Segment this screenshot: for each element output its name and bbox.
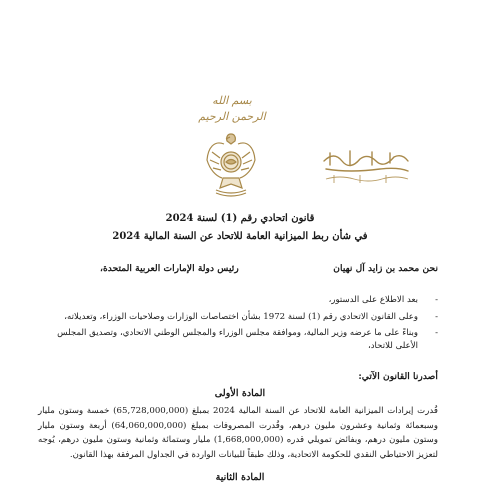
recital-item [48, 327, 438, 353]
bullet-dash: - [435, 328, 438, 338]
law-subject: في شأن ربط الميزانية العامة للاتحاد عن السنة المالية 2024 [112, 231, 368, 242]
uae-emblem-icon [204, 130, 258, 198]
article-2-title: المادة الثانية [215, 472, 265, 483]
recital-text: وبناءً على ما عرضه وزير المالية، وموافقة مجلس الوزراء والمجلس الوطني الاتحادي، وتصديق المجلس الأعلى للاتحاد، [57, 328, 418, 351]
bullet-dash: - [435, 312, 438, 322]
issuer-position: رئيس دولة الإمارات العربية المتحدة، [100, 263, 239, 274]
decree-statement: أصدرنا القانون الآتي: [358, 371, 438, 382]
recital-item [48, 311, 438, 324]
royal-signature-calligraphy [320, 147, 412, 187]
basmala-calligraphy: بسم الله الرحمن الرحيم [198, 94, 266, 123]
article-1-title: المادة الأولى [214, 388, 266, 399]
issuer-name: نحن محمد بن زايد آل نهيان [333, 263, 438, 274]
recital-text: وعلى القانون الاتحادي رقم (1) لسنة 1972 بشأن اختصاصات الوزارات وصلاحيات الوزراء، وتعديلاته، [64, 312, 418, 322]
recital-text: بعد الاطلاع على الدستور، [328, 295, 418, 305]
article-1-text: قُدرت إيرادات الميزانية العامة للاتحاد عن السنة المالية 2024 بمبلغ (65,728,000,000) خمسة وستون مليار وسبعمائة وثمانية وعشرون مليون درهم، وقُدرت المصروفات بمبلغ (64,060,000,000) أربعة وستون مليار وستون مليون درهم، وبفائض تمويلي قدره (1,668,000,000) مليار وستمائة وثمانية وستون مليون درهم، يُوجه لتعزيز الاحتياطي النقدي للحكومة الاتحادية، وذلك طبقاً للبيانات الواردة في الجداول المرفقة بهذا القانون. [38, 406, 438, 460]
recital-item [48, 294, 438, 307]
bullet-dash: - [435, 295, 438, 305]
law-title: قانون اتحادي رقم (1) لسنة 2024 [165, 213, 315, 224]
